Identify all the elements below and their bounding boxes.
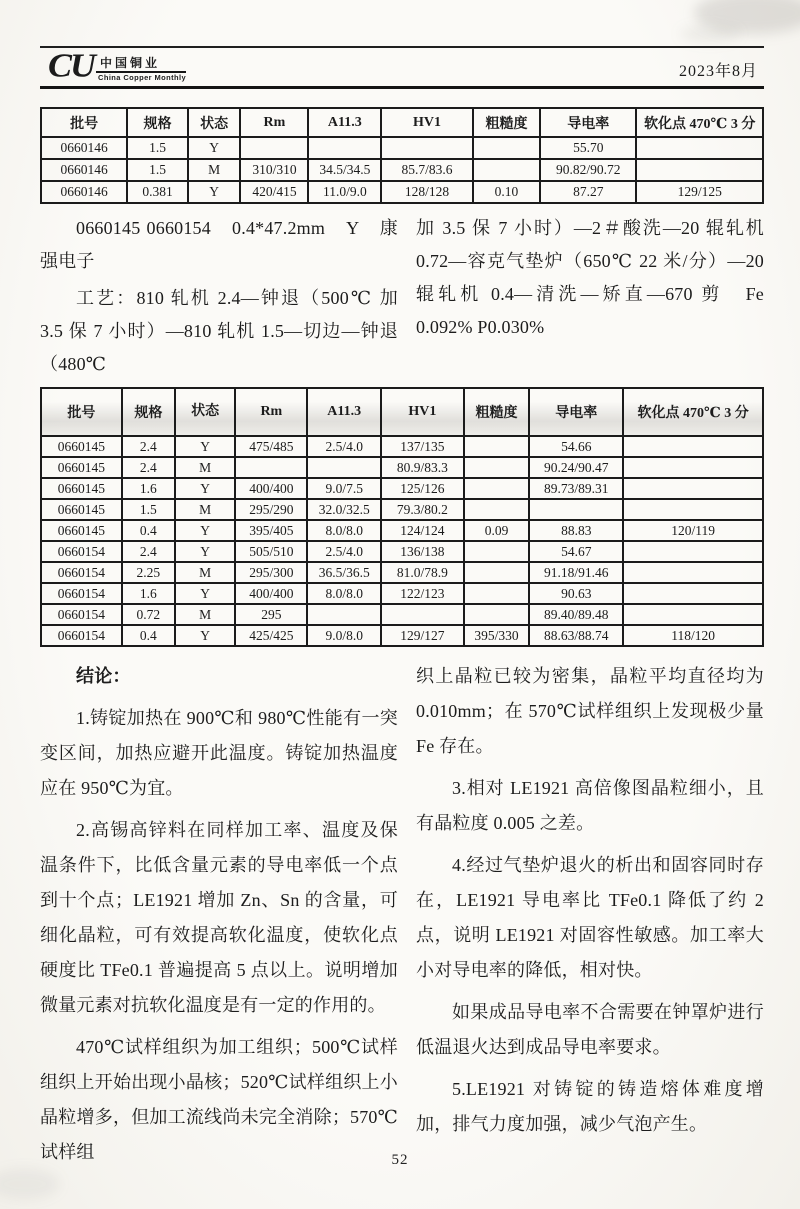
conclusion-paragraph-microstructure: 470℃试样组织为加工组织；500℃试样组织上开始出现小晶核；520℃试样组织上小晶粒增多，但加工流线尚未完全消除；570℃试样组 bbox=[40, 1037, 398, 1162]
table-cell: 2.25 bbox=[122, 562, 175, 583]
table-cell bbox=[473, 159, 540, 181]
table-cell bbox=[636, 137, 763, 159]
column-header: HV1 bbox=[381, 388, 464, 436]
column-header: Rm bbox=[240, 108, 308, 137]
scan-artifact bbox=[680, 26, 740, 42]
table-cell: Y bbox=[175, 520, 235, 541]
table-cell bbox=[464, 457, 530, 478]
table-row bbox=[41, 583, 763, 604]
table-cell: 2.4 bbox=[122, 436, 175, 457]
table-cell: 2.4 bbox=[122, 457, 175, 478]
table-row bbox=[41, 604, 763, 625]
table-cell: 11.0/9.0 bbox=[308, 181, 381, 203]
logo-chinese-name: 中国铜业 bbox=[96, 57, 186, 73]
table-cell: 137/135 bbox=[381, 436, 464, 457]
results-table-0660146 bbox=[40, 107, 764, 204]
column-header: 粗糙度 bbox=[473, 108, 540, 137]
table-cell: 90.82/90.72 bbox=[540, 159, 636, 181]
table-cell: 55.70 bbox=[540, 137, 636, 159]
table-cell bbox=[636, 159, 763, 181]
column-header: Rm bbox=[235, 388, 307, 436]
table-cell: 136/138 bbox=[381, 541, 464, 562]
table-cell bbox=[381, 604, 464, 625]
table-row bbox=[41, 181, 763, 203]
table-cell: Y bbox=[188, 181, 241, 203]
table-cell bbox=[529, 499, 623, 520]
table-cell: 0.72 bbox=[122, 604, 175, 625]
process-paragraph: 工艺：810 轧机 2.4—钟退（500℃ 加 3.5 保 7 小时）—810 轧机 1.5—切边—钟退（480℃ bbox=[40, 288, 398, 374]
table-cell bbox=[473, 137, 540, 159]
table-cell: 120/119 bbox=[623, 520, 763, 541]
table-cell: 32.0/32.5 bbox=[307, 499, 381, 520]
table-cell: 0660146 bbox=[41, 181, 127, 203]
table-row bbox=[41, 541, 763, 562]
column-header: 状态 bbox=[175, 388, 235, 436]
conclusion-paragraph-4: 4.经过气垫炉退火的析出和固容同时存在，LE1921 导电率比 TFe0.1 降低了约 2 点，说明 LE1921 对固容性敏感。加工率大小对导电率的降低，相对快。 bbox=[416, 855, 764, 980]
column-header: 批号 bbox=[41, 388, 122, 436]
table-cell bbox=[307, 604, 381, 625]
table-cell: 54.67 bbox=[529, 541, 623, 562]
table-header-row bbox=[41, 108, 763, 137]
conclusion-paragraph-annealing: 如果成品导电率不合需要在钟罩炉进行低温退火达到成品导电率要求。 bbox=[416, 1002, 764, 1057]
table-cell: 91.18/91.46 bbox=[529, 562, 623, 583]
table-row bbox=[41, 520, 763, 541]
table-cell bbox=[623, 436, 763, 457]
conclusion-paragraph-2: 2.高锡高锌料在同样加工率、温度及保温条件下，比低含量元素的导电率低一个点到十个点；LE1921 增加 Zn、Sn 的含量，可细化晶粒，可有效提高软化温度，使软化点硬度比 TFe0.1 普遍提高 5 点以上。说明增加微量元素对抗软化温度是有一定的作用的。 bbox=[40, 820, 398, 1015]
page-number: 52 bbox=[391, 1152, 409, 1168]
column-header: 软化点 470℃ 3 分 bbox=[636, 108, 763, 137]
table-cell: 0660154 bbox=[41, 583, 122, 604]
column-header: A11.3 bbox=[308, 108, 381, 137]
table-cell bbox=[464, 436, 530, 457]
conclusion-paragraph-5: 5.LE1921 对铸锭的铸造熔体难度增加，排气力度加强，减少气泡产生。 bbox=[416, 1079, 764, 1134]
table-cell: 0660154 bbox=[41, 562, 122, 583]
table-cell bbox=[235, 457, 307, 478]
column-header: 粗糙度 bbox=[464, 388, 530, 436]
table-cell: Y bbox=[175, 625, 235, 646]
table-cell bbox=[623, 541, 763, 562]
table-cell: 0.4 bbox=[122, 520, 175, 541]
table-cell: 0660145 bbox=[41, 520, 122, 541]
table-body bbox=[41, 436, 763, 646]
column-header: 导电率 bbox=[529, 388, 623, 436]
column-header: 导电率 bbox=[540, 108, 636, 137]
table-cell bbox=[307, 457, 381, 478]
column-header: 软化点 470℃ 3 分 bbox=[623, 388, 763, 436]
table-cell: M bbox=[188, 159, 241, 181]
table-cell: 295 bbox=[235, 604, 307, 625]
batch-spec-paragraph: 0660145 0660154 0.4*47.2mm Y 康强电子 bbox=[40, 218, 398, 271]
table-cell: 1.5 bbox=[127, 137, 188, 159]
table-cell: Y bbox=[175, 541, 235, 562]
conclusion-paragraph-1: 1.铸锭加热在 900℃和 980℃性能有一突变区间，加热应避开此温度。铸锭加热温度应在 950℃为宜。 bbox=[40, 708, 398, 798]
table-cell: 89.73/89.31 bbox=[529, 478, 623, 499]
table-row bbox=[41, 499, 763, 520]
table-cell: 2.5/4.0 bbox=[307, 541, 381, 562]
table-cell: 395/330 bbox=[464, 625, 530, 646]
table-cell: Y bbox=[175, 583, 235, 604]
table-cell: 2.4 bbox=[122, 541, 175, 562]
table-cell: 8.0/8.0 bbox=[307, 520, 381, 541]
table-cell: 125/126 bbox=[381, 478, 464, 499]
table-cell: 0660145 bbox=[41, 436, 122, 457]
table-body bbox=[41, 137, 763, 203]
table-cell: 475/485 bbox=[235, 436, 307, 457]
table-cell: 9.0/7.5 bbox=[307, 478, 381, 499]
table-cell: 129/127 bbox=[381, 625, 464, 646]
logo-side-block bbox=[96, 57, 186, 82]
table-cell: Y bbox=[188, 137, 241, 159]
header-row bbox=[40, 48, 764, 86]
table-cell: 90.24/90.47 bbox=[529, 457, 623, 478]
column-header: 批号 bbox=[41, 108, 127, 137]
conclusions-heading: 结论： bbox=[76, 666, 131, 686]
table-cell bbox=[464, 604, 530, 625]
right-column bbox=[416, 659, 764, 1177]
table-cell: 0660145 bbox=[41, 478, 122, 499]
table-cell: 88.83 bbox=[529, 520, 623, 541]
table-cell: 36.5/36.5 bbox=[307, 562, 381, 583]
logo-cu-text: CU bbox=[48, 46, 95, 84]
table-cell bbox=[623, 457, 763, 478]
table-cell: 0660154 bbox=[41, 541, 122, 562]
table-cell: M bbox=[175, 562, 235, 583]
table-cell bbox=[464, 583, 530, 604]
table-cell: 87.27 bbox=[540, 181, 636, 203]
table-cell: 124/124 bbox=[381, 520, 464, 541]
table-cell bbox=[623, 562, 763, 583]
table-cell: 395/405 bbox=[235, 520, 307, 541]
table-row bbox=[41, 625, 763, 646]
table-cell: M bbox=[175, 604, 235, 625]
column-header: 规格 bbox=[127, 108, 188, 137]
table-cell: 89.40/89.48 bbox=[529, 604, 623, 625]
table-cell: 118/120 bbox=[623, 625, 763, 646]
table-row bbox=[41, 137, 763, 159]
table-cell bbox=[623, 583, 763, 604]
table-cell: 80.9/83.3 bbox=[381, 457, 464, 478]
header-bottom-rule bbox=[40, 86, 764, 89]
table-cell bbox=[464, 499, 530, 520]
table-cell: 0660146 bbox=[41, 159, 127, 181]
left-column bbox=[40, 212, 398, 381]
china-copper-monthly-logo bbox=[48, 47, 186, 83]
process-continuation-paragraph: 加 3.5 保 7 小时）—2＃酸洗—20 辊轧机 0.72—容克气垫炉（650℃ 22 米/分）—20 辊轧机 0.4—清洗—矫直—670 剪 Fe 0.092% P0.030% bbox=[416, 218, 783, 337]
table-header-row bbox=[41, 388, 763, 436]
table-cell bbox=[623, 478, 763, 499]
table-cell: 425/425 bbox=[235, 625, 307, 646]
conclusion-continuation-paragraph: 织上晶粒已较为密集，晶粒平均直径均为 0.010mm；在 570℃试样组织上发现极少量 Fe 存在。 bbox=[416, 666, 764, 756]
table-row bbox=[41, 159, 763, 181]
table-cell bbox=[308, 137, 381, 159]
table-cell: 0660145 bbox=[41, 457, 122, 478]
column-header: 状态 bbox=[188, 108, 241, 137]
table-cell bbox=[240, 137, 308, 159]
table-cell: 0.381 bbox=[127, 181, 188, 203]
logo-english-name: China Copper Monthly bbox=[98, 72, 187, 82]
table-cell: 129/125 bbox=[636, 181, 763, 203]
table-header bbox=[41, 388, 763, 436]
table-cell bbox=[381, 137, 473, 159]
table-cell: 90.63 bbox=[529, 583, 623, 604]
table-cell: 0660154 bbox=[41, 604, 122, 625]
table-row bbox=[41, 457, 763, 478]
table-cell: 1.5 bbox=[127, 159, 188, 181]
table-cell: 34.5/34.5 bbox=[308, 159, 381, 181]
table-cell: 81.0/78.9 bbox=[381, 562, 464, 583]
right-column bbox=[416, 212, 783, 381]
table-row bbox=[41, 478, 763, 499]
table-cell bbox=[464, 478, 530, 499]
table-cell bbox=[623, 604, 763, 625]
table-cell: 85.7/83.6 bbox=[381, 159, 473, 181]
process-description-section bbox=[40, 212, 783, 381]
left-column bbox=[40, 659, 398, 1177]
table-cell: Y bbox=[175, 478, 235, 499]
table-cell: 420/415 bbox=[240, 181, 308, 203]
table-cell: 1.6 bbox=[122, 583, 175, 604]
page-header bbox=[40, 46, 764, 89]
table-cell: M bbox=[175, 457, 235, 478]
table-cell: Y bbox=[175, 436, 235, 457]
table-cell: 0.4 bbox=[122, 625, 175, 646]
table-cell bbox=[623, 499, 763, 520]
table-row bbox=[41, 562, 763, 583]
table-cell: 0.09 bbox=[464, 520, 530, 541]
table-cell: 0660145 bbox=[41, 499, 122, 520]
table-cell bbox=[464, 562, 530, 583]
table-cell: M bbox=[175, 499, 235, 520]
table-cell: 0660146 bbox=[41, 137, 127, 159]
table-cell: 505/510 bbox=[235, 541, 307, 562]
table-cell: 128/128 bbox=[381, 181, 473, 203]
issue-date: 2023年8月 bbox=[678, 63, 758, 80]
results-table-0660145-0660154 bbox=[40, 387, 764, 647]
column-header: 规格 bbox=[122, 388, 175, 436]
table-cell: 0.10 bbox=[473, 181, 540, 203]
table-cell: 0660154 bbox=[41, 625, 122, 646]
table-cell: 2.5/4.0 bbox=[307, 436, 381, 457]
table-cell: 8.0/8.0 bbox=[307, 583, 381, 604]
table-row bbox=[41, 436, 763, 457]
scan-artifact bbox=[694, 0, 800, 34]
table-cell: 79.3/80.2 bbox=[381, 499, 464, 520]
table-cell: 295/290 bbox=[235, 499, 307, 520]
table-cell: 54.66 bbox=[529, 436, 623, 457]
table-cell: 310/310 bbox=[240, 159, 308, 181]
column-header: A11.3 bbox=[307, 388, 381, 436]
conclusion-paragraph-3: 3.相对 LE1921 高倍像图晶粒细小，且有晶粒度 0.005 之差。 bbox=[416, 778, 764, 833]
conclusions-section bbox=[40, 659, 764, 1177]
table-cell bbox=[464, 541, 530, 562]
table-cell: 1.6 bbox=[122, 478, 175, 499]
table-cell: 88.63/88.74 bbox=[529, 625, 623, 646]
table-cell: 9.0/8.0 bbox=[307, 625, 381, 646]
table-cell: 400/400 bbox=[235, 583, 307, 604]
table-cell: 400/400 bbox=[235, 478, 307, 499]
table-cell: 295/300 bbox=[235, 562, 307, 583]
table-header bbox=[41, 108, 763, 137]
column-header: HV1 bbox=[381, 108, 473, 137]
table-cell: 1.5 bbox=[122, 499, 175, 520]
table-cell: 122/123 bbox=[381, 583, 464, 604]
